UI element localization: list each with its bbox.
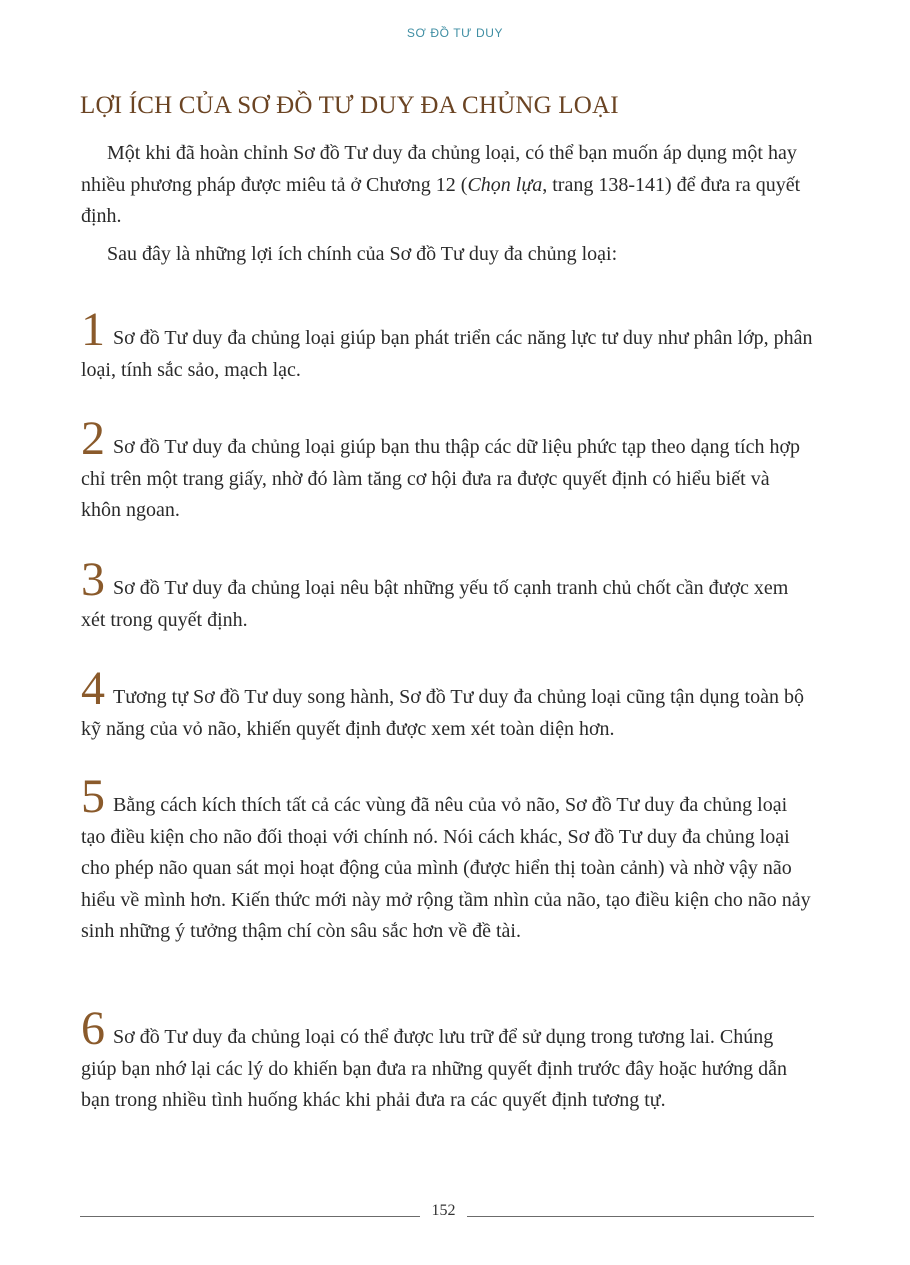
benefit-item bbox=[81, 553, 813, 636]
benefit-item bbox=[81, 412, 813, 527]
benefit-item bbox=[81, 303, 813, 386]
page-footer bbox=[80, 1202, 814, 1222]
benefit-text: Sơ đồ Tư duy đa chủng loại có thể được lưu trữ để sử dụng trong tương lai. Chúng giúp bạn nhớ lại các lý do khiến bạn đưa ra những quyết định trước đây hoặc hướng dẫn bạn trong nhiều tình huống khác khi phải đưa ra các quyết định tương tự. bbox=[81, 1026, 788, 1111]
chapter-reference: Chọn lựa bbox=[467, 173, 543, 196]
page-number: 152 bbox=[431, 1202, 456, 1219]
benefit-item bbox=[81, 662, 813, 745]
footer-rule-right bbox=[467, 1216, 814, 1217]
benefit-number: 5 bbox=[81, 770, 105, 823]
intro-text-start: Một khi đã hoàn chỉnh Sơ đồ Tư duy đa chủng loại, có thể bạn muốn áp dụng một hay nhiều phương pháp được miêu tả ở Chương 12 ( bbox=[81, 142, 797, 196]
benefit-number: 2 bbox=[81, 412, 105, 465]
footer-rule-left bbox=[80, 1216, 420, 1217]
benefit-text: Sơ đồ Tư duy đa chủng loại nêu bật những yếu tố cạnh tranh chủ chốt cần được xem xét trong quyết định. bbox=[81, 577, 789, 631]
running-head: SƠ ĐỒ TƯ DUY bbox=[406, 26, 504, 40]
benefit-number: 4 bbox=[81, 662, 105, 715]
intro-text-end: , trang 138-141) để đưa ra quyết định. bbox=[81, 173, 801, 227]
intro-paragraph bbox=[81, 138, 813, 233]
benefits-lead-in: Sau đây là những lợi ích chính của Sơ đồ Tư duy đa chủng loại: bbox=[107, 243, 618, 265]
benefit-number: 6 bbox=[81, 1002, 105, 1055]
benefit-text: Sơ đồ Tư duy đa chủng loại giúp bạn thu thập các dữ liệu phức tạp theo dạng tích hợp chỉ trên một trang giấy, nhờ đó làm tăng cơ hội đưa ra được quyết định có hiểu biết và khôn ngoan. bbox=[81, 436, 801, 521]
benefit-text: Sơ đồ Tư duy đa chủng loại giúp bạn phát triển các năng lực tư duy như phân lớp, phân loại, tính sắc sảo, mạch lạc. bbox=[81, 327, 813, 381]
benefit-item bbox=[81, 1002, 813, 1117]
benefit-text: Tương tự Sơ đồ Tư duy song hành, Sơ đồ Tư duy đa chủng loại cũng tận dụng toàn bộ kỹ năng của vỏ não, khiến quyết định được xem xét toàn diện hơn. bbox=[81, 686, 804, 740]
benefit-number: 1 bbox=[81, 303, 105, 356]
benefit-item bbox=[81, 770, 813, 948]
section-title: LỢI ÍCH CỦA SƠ ĐỒ TƯ DUY ĐA CHỦNG LOẠI bbox=[80, 92, 619, 119]
benefit-number: 3 bbox=[81, 553, 105, 606]
benefit-text: Bằng cách kích thích tất cả các vùng đã nêu của vỏ não, Sơ đồ Tư duy đa chủng loại tạo điều kiện cho não đối thoại với chính nó. Nói cách khác, Sơ đồ Tư duy đa chủng loại cho phép não quan sát mọi hoạt động của mình (được hiển thị toàn cảnh) và nhờ vậy não hiểu về mình hơn. Kiến thức mới này mở rộng tầm nhìn của não, tạo điều kiện cho não nảy sinh những ý tưởng thậm chí còn sâu sắc hơn về đề tài. bbox=[81, 794, 811, 942]
